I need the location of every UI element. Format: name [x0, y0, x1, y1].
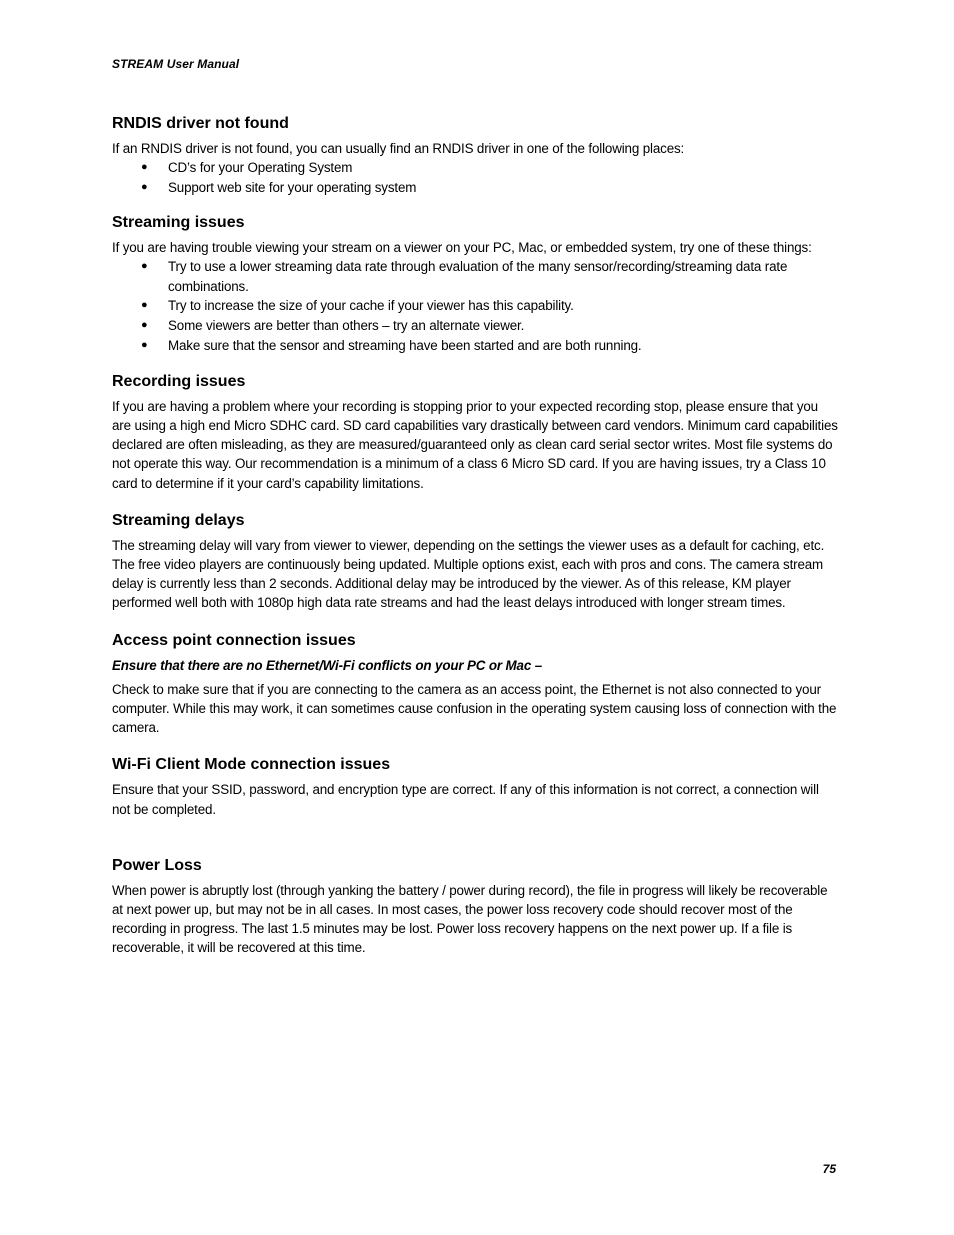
section-heading: Power Loss	[112, 856, 202, 874]
section-heading: Wi-Fi Client Mode connection issues	[112, 756, 391, 774]
section-intro: If an RNDIS driver is not found, you can usually find an RNDIS driver in one of the following places:	[112, 141, 685, 156]
section-heading: Recording issues	[112, 372, 246, 390]
section-recording-issues	[112, 372, 840, 493]
bullet-icon: ●	[141, 318, 148, 331]
section-heading: Access point connection issues	[112, 631, 356, 649]
bullet-icon: ●	[141, 338, 148, 351]
section-power-loss	[112, 856, 840, 958]
bullet-icon: ●	[141, 161, 148, 174]
section-body: Ensure that your SSID, password, and encryption type are correct. If any of this information is not correct, a connection will not be completed.	[112, 782, 819, 817]
list-item: ● Some viewers are better than others – try an alternate viewer.	[112, 316, 840, 335]
list-item: ● Try to use a lower streaming data rate through evaluation of the many sensor/recording/streaming data rate combinations.	[141, 259, 788, 294]
section-intro: If you are having trouble viewing your stream on a viewer on your PC, Mac, or embedded system, try one of these things:	[112, 240, 812, 256]
section-body: When power is abruptly lost (through yanking the battery / power during record), the file in progress will likely be recoverable at next power up, but may not be in all cases. In most cases, the power loss recovery code should recover most of the recording in progress. The last 1.5 minutes may be lost. Power loss recovery happens on the next power up. If a file is recoverable, it will be recovered at this time.	[112, 882, 828, 956]
running-header: STREAM User Manual	[112, 57, 240, 71]
section-subheading: Ensure that there are no Ethernet/Wi-Fi conflicts on your PC or Mac –	[112, 657, 543, 673]
bullet-list	[112, 158, 840, 197]
section-heading: Streaming delays	[112, 511, 245, 529]
section-streaming-delays	[112, 511, 840, 613]
section-access-point	[112, 631, 840, 738]
list-item: ● Support web site for your operating system	[112, 178, 840, 197]
section-body: Check to make sure that if you are connecting to the camera as an access point, the Ethernet is not also connected to your computer. While this may work, it can sometimes cause confusion in the operating system causing loss of connection with the camera.	[112, 681, 837, 736]
list-item: ● CD’s for your Operating System	[112, 158, 840, 177]
page-content	[112, 114, 840, 958]
section-streaming-issues	[112, 213, 840, 355]
bullet-icon: ●	[141, 299, 148, 312]
bullet-icon: ●	[141, 180, 148, 193]
list-item: ● Try to increase the size of your cache if your viewer has this capability.	[112, 296, 840, 315]
bullet-icon: ●	[141, 260, 148, 273]
bullet-list	[112, 257, 840, 355]
section-heading: RNDIS driver not found	[112, 115, 289, 132]
list-item: ● Make sure that the sensor and streaming have been started and are both running.	[112, 336, 840, 355]
section-body: The streaming delay will vary from viewer to viewer, depending on the settings the viewer uses as a default for caching, etc. The free video players are continuously being updated. Multiple options exist, each with pros and cons. The camera stream delay is currently less than 2 seconds. Additional delay may be introduced by the viewer. As of this release, KM player performed well both with 1080p high data rate streams and had the least delays introduced with longer stream times.	[112, 537, 825, 611]
section-heading: Streaming issues	[112, 214, 245, 232]
page-number: 75	[822, 1162, 836, 1176]
section-rndis-driver	[112, 114, 840, 197]
section-body: If you are having a problem where your recording is stopping prior to your expected recording stop, please ensure that you are using a high end Micro SDHC card. SD card capabilities vary drastically between card vendors. Minimum card capabilities declared are often misleading, as they are measured/guaranteed only as clean card serial sector writes. Most file systems do not operate this way. Our recommendation is a minimum of a class 6 Micro SD card. If you are having issues, try a Class 10 card to determine if it your card’s capability limitations.	[112, 398, 838, 491]
section-wifi-client	[112, 755, 840, 818]
